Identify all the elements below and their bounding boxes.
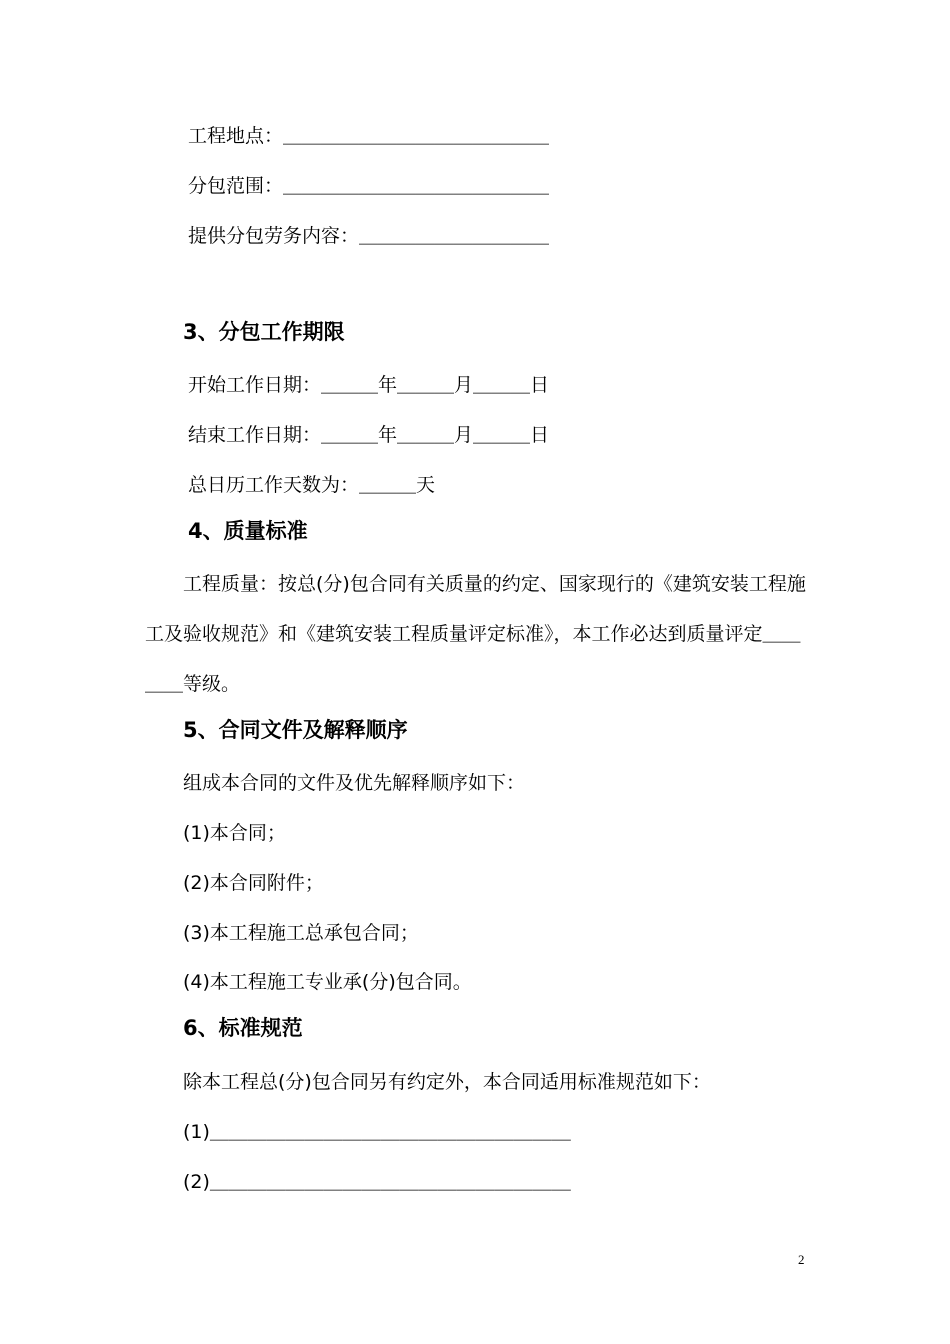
labor-content-field: 提供分包劳务内容：＿＿＿＿＿＿＿＿＿＿	[188, 225, 550, 247]
section-4-heading: 4、质量标准	[188, 519, 308, 543]
list-item: (3)本工程施工总承包合同；	[183, 922, 419, 944]
section-5-intro: 组成本合同的文件及优先解释顺序如下：	[183, 772, 526, 794]
section-6-intro: 除本工程总(分)包合同另有约定外，本合同适用标准规范如下：	[183, 1071, 711, 1093]
start-date-field: 开始工作日期：＿＿＿年＿＿＿月＿＿＿日	[188, 374, 550, 396]
quality-paragraph-line-3: ＿＿等级。	[145, 673, 241, 695]
project-site-field: 工程地点：＿＿＿＿＿＿＿＿＿＿＿＿＿＿	[188, 125, 550, 147]
list-item: (4)本工程施工专业承(分)包合同。	[183, 971, 472, 993]
page-number: 2	[798, 1252, 805, 1267]
list-item: (2)本合同附件；	[183, 872, 324, 894]
end-date-field: 结束工作日期：＿＿＿年＿＿＿月＿＿＿日	[188, 424, 550, 446]
section-6-heading: 6、标准规范	[183, 1016, 303, 1040]
section-3-heading: 3、分包工作期限	[183, 320, 345, 344]
quality-paragraph-line-2: 工及验收规范》和《建筑安装工程质量评定标准》，本工作必达到质量评定＿＿	[145, 623, 801, 645]
list-item: (1)本合同；	[183, 822, 286, 844]
quality-paragraph-line-1: 工程质量：按总(分)包合同有关质量的约定、国家现行的《建筑安装工程施	[183, 573, 806, 595]
subcontract-scope-field: 分包范围：＿＿＿＿＿＿＿＿＿＿＿＿＿＿	[188, 175, 550, 197]
total-days-field: 总日历工作天数为：＿＿＿天	[188, 474, 436, 496]
section-5-heading: 5、合同文件及解释顺序	[183, 718, 408, 742]
list-item: (2)＿＿＿＿＿＿＿＿＿＿＿＿＿＿＿＿＿＿＿	[183, 1171, 571, 1193]
list-item: (1)＿＿＿＿＿＿＿＿＿＿＿＿＿＿＿＿＿＿＿	[183, 1121, 571, 1143]
